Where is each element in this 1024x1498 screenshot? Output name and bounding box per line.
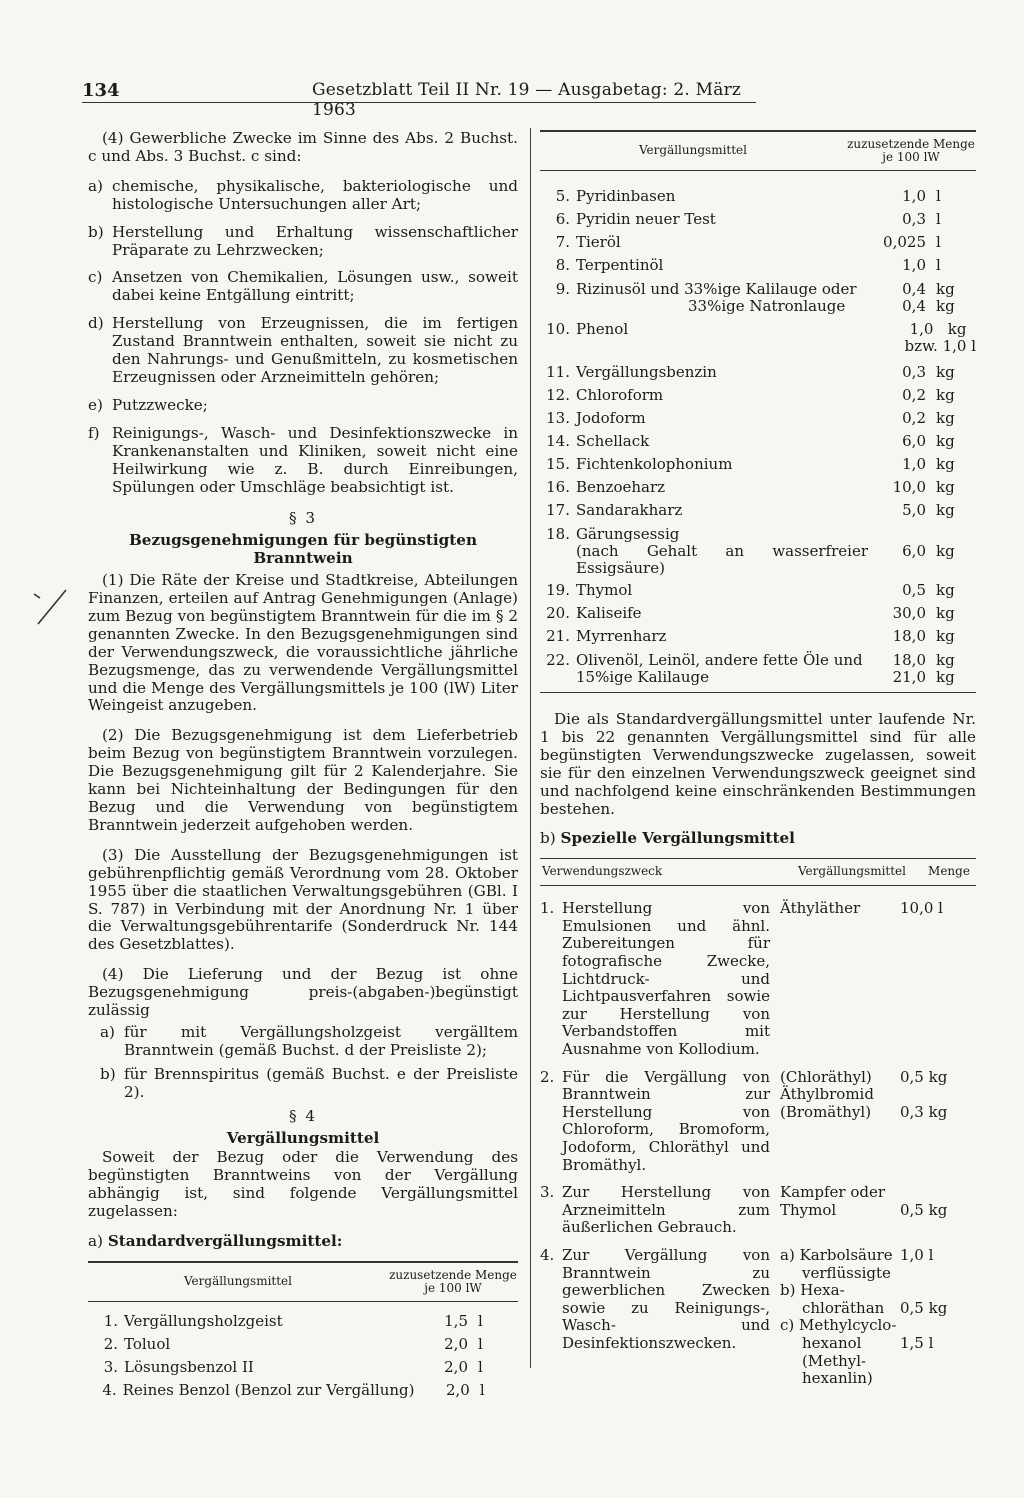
table-header-amount-line1: zuzusetzende Menge [389, 1267, 517, 1282]
row-unit: kg [936, 581, 955, 600]
agent-c-line2: hexanol [802, 1333, 862, 1352]
row-value: 0,2 [902, 409, 926, 428]
row-unit-1: kg [947, 320, 967, 338]
row-purpose [540, 900, 780, 1058]
section-3-title: Bezugsgenehmigungen für begünstigten Branntwein [128, 531, 478, 568]
row-value [868, 652, 926, 686]
row-value: 0,5 [902, 581, 926, 600]
row-number: 2. [103, 1335, 118, 1354]
row-unit [926, 652, 976, 686]
list-text: für Brennspiritus (gemäß Buchst. e der Preisliste 2). [124, 1064, 518, 1101]
after-table-paragraph: Die als Standardvergällungsmittel unter laufende Nr. 1 bis 22 genannten Vergällungsmittel sind für alle begünstigten Verwendungszwecke zugelassen, soweit sie für den einzelnen Verwendungszweck geeignet sind und nachfolgend keine einschränkenden Bestimmungen bestehen. [540, 710, 976, 818]
agent-line1: Kampfer oder [780, 1183, 886, 1202]
table-row [540, 229, 976, 252]
row-value: 2,0 [445, 1381, 470, 1400]
row-unit-2: kg [936, 668, 955, 686]
table-header [540, 130, 976, 171]
row-number: 3. [103, 1358, 118, 1377]
list-marker: c) [88, 268, 103, 287]
row-value: 2,0 [444, 1358, 468, 1377]
row-value: 30,0 [892, 604, 926, 623]
agent-c-line3: (Methyl- [802, 1351, 867, 1370]
margin-pen-mark [32, 588, 72, 628]
row-value-2: 0,4 [902, 297, 926, 315]
row-value [878, 321, 976, 355]
header-rule [82, 102, 756, 103]
table-header-amount [846, 138, 976, 164]
table-row [540, 623, 976, 646]
row-unit: l [936, 256, 941, 275]
list-marker: a) [100, 1022, 115, 1041]
row-amount [900, 1184, 976, 1237]
list-marker: d) [88, 314, 104, 333]
row-unit [926, 281, 976, 315]
header-purpose: Verwendungszweck [542, 864, 663, 879]
table-row [540, 652, 976, 693]
row-unit: l [478, 1358, 483, 1377]
running-header [82, 80, 756, 120]
row-name [576, 281, 868, 315]
list-marker: b) [88, 222, 104, 241]
row-unit: kg [936, 478, 955, 497]
row-unit: l [478, 1335, 483, 1354]
amount-c: 1,5 l [900, 1333, 934, 1352]
table-row [540, 359, 976, 382]
row-name: Tieröl [576, 233, 621, 252]
row-number: 22. [546, 651, 570, 669]
row-name: Benzoeharz [576, 478, 666, 497]
row-name: Vergällungsholzgeist [124, 1312, 283, 1331]
row-value: 1,5 [444, 1312, 468, 1331]
row-number: 10. [546, 320, 570, 338]
table-row [540, 281, 976, 315]
row-value-1: 18,0 [892, 651, 926, 669]
amount-1: 0,5 kg [900, 1200, 948, 1219]
table-header-amount-line2: je 100 lW [882, 150, 940, 164]
row-amount [900, 1247, 976, 1388]
row-name: Schellack [576, 432, 650, 451]
table-header-amount-line2: je 100 lW [424, 1280, 482, 1295]
row-number: 1. [540, 899, 555, 918]
row-unit: kg [936, 455, 955, 474]
list-text: Herstellung und Erhaltung wissenschaftlicher Präparate zu Lehrzwecken; [112, 222, 518, 259]
row-name-line2: 33%ige Natronlauge [688, 297, 846, 315]
agent-a: a) Karbolsäure [780, 1245, 893, 1264]
standard-heading-text: Standardvergällungsmittel: [107, 1232, 343, 1251]
table-header [88, 1261, 518, 1302]
row-name: Vergällungsbenzin [576, 363, 717, 382]
agent-b: b) Hexa- [780, 1281, 845, 1300]
agent-line2: Äthylbromid [780, 1085, 874, 1104]
table-row [88, 1331, 518, 1354]
row-name: Pyridin neuer Test [576, 210, 716, 229]
row-value-1: 6,0 [902, 542, 926, 560]
agent-a-line2: verflüssigte [802, 1263, 891, 1282]
special-table-header [540, 858, 976, 886]
table-row [88, 1354, 518, 1377]
amount-1: 0,5 kg [900, 1067, 948, 1086]
table-row [540, 900, 976, 1058]
table-row [540, 526, 976, 577]
row-purpose [540, 1069, 780, 1175]
row-name: Terpentinöl [576, 256, 664, 275]
table-row [540, 577, 976, 600]
row-value: 10,0 [892, 478, 926, 497]
list-item [88, 224, 518, 260]
row-purpose-text: Zur Vergällung von Branntwein zu gewerblichen Zwecken sowie zu Reinigungs-, Wasch- und Desinfektionszwecken. [562, 1245, 770, 1352]
row-unit: kg [936, 627, 955, 646]
table-row [540, 1184, 976, 1237]
row-value: 0,3 [902, 363, 926, 382]
special-table [540, 858, 976, 1387]
row-name-line2: (nach Gehalt an wasserfreier Essigsäure) [576, 542, 868, 577]
row-name-line1: Gärungsessig [576, 525, 680, 543]
section-4-number: § 4 [288, 1106, 318, 1125]
row-unit-1: kg [936, 542, 955, 560]
row-number: 5. [555, 187, 570, 206]
left-column [88, 130, 518, 1400]
table-header-amount-line1: zuzusetzende Menge [847, 137, 975, 151]
row-value: 0,3 [902, 210, 926, 229]
row-unit-1: kg [936, 280, 955, 298]
page-number: 134 [82, 80, 120, 101]
standard-table-left [88, 1261, 518, 1400]
list-marker: a) [88, 176, 103, 195]
list-item [88, 425, 518, 497]
header-amount: Menge [928, 864, 970, 879]
special-heading [540, 830, 976, 848]
row-amount [900, 1069, 976, 1175]
row-value: 2,0 [444, 1335, 468, 1354]
row-number: 20. [546, 604, 570, 623]
row-purpose [540, 1184, 780, 1237]
row-unit: kg [936, 409, 955, 428]
purpose-list [88, 178, 518, 497]
row-name [576, 652, 868, 686]
header-title: Gesetzblatt Teil II Nr. 19 — Ausgabetag: 2. März 1963 [312, 80, 742, 120]
agent-line1: (Chloräthyl) [780, 1067, 872, 1086]
row-number: 8. [555, 256, 570, 275]
table-row [88, 1308, 518, 1331]
right-column [540, 130, 976, 1388]
list-item [88, 1024, 518, 1060]
row-unit-1: kg [936, 651, 955, 669]
row-value: 1,0 [902, 256, 926, 275]
agent-c: c) Methylcyclo- [780, 1316, 897, 1335]
special-heading-marker: b) [540, 829, 556, 848]
amount-b: 0,5 kg [900, 1298, 948, 1317]
paragraph-4-intro: (4) Gewerbliche Zwecke im Sinne des Abs. 2 Buchst. c und Abs. 3 Buchst. c sind: [88, 129, 518, 165]
row-value-1: 1,0 [909, 320, 934, 338]
row-amount: 10,0 l [900, 899, 943, 918]
row-value-2: bzw. 1,0 l [904, 337, 976, 355]
row-unit-2: kg [936, 297, 955, 315]
row-name: Fichtenkolophonium [576, 455, 733, 474]
list-text: chemische, physikalische, bakteriologische und histologische Untersuchungen aller Art; [112, 176, 518, 213]
row-number: 21. [546, 627, 570, 646]
row-unit: kg [936, 501, 955, 520]
row-name [576, 526, 868, 577]
row-name: Toluol [124, 1335, 171, 1354]
list-item [88, 315, 518, 387]
table-row [540, 206, 976, 229]
row-name-line2: 15%ige Kalilauge [576, 668, 710, 686]
column-divider [530, 128, 531, 1368]
row-unit: kg [936, 604, 955, 623]
list-marker: b) [100, 1064, 116, 1083]
row-value: 0,2 [902, 386, 926, 405]
row-number: 16. [546, 478, 570, 497]
section-3-paragraph-2: (2) Die Bezugsgenehmigung ist dem Lieferbetrieb beim Bezug von begünstigtem Branntwein vorzulegen. Die Bezugsgenehmigung gilt für 2 Kalenderjahre. Sie kann bei Nichteinhaltung der Bedingungen für den Bezug und die Verwendung von begünstigtem Branntwein jederzeit aufgehoben werden. [88, 726, 518, 834]
table-row [540, 600, 976, 623]
table-header-agent: Vergällungsmittel [638, 143, 747, 157]
list-item [88, 1066, 518, 1102]
row-name: Phenol [576, 320, 629, 338]
row-name-line1: Olivenöl, Leinöl, andere fette Öle und [576, 651, 863, 669]
row-name: Thymol [576, 581, 633, 600]
table-row [540, 252, 976, 275]
row-unit: l [936, 210, 941, 229]
table-row [540, 474, 976, 497]
row-value-2: 21,0 [892, 668, 926, 686]
row-number: 19. [546, 581, 570, 600]
header-agent: Vergällungsmittel [797, 864, 906, 879]
agent-line2: Thymol [780, 1200, 837, 1219]
row-number: 15. [546, 455, 570, 474]
table-row [540, 1247, 976, 1388]
row-purpose-text: Für die Vergällung von Branntwein zur Herstellung von Chloroform, Bromoform, Jodoform, Chloräthyl und Bromäthyl. [562, 1067, 770, 1174]
row-name: Kaliseife [576, 604, 642, 623]
section-3-paragraph-1: (1) Die Räte der Kreise und Stadtkreise, Abteilungen Finanzen, erteilen auf Antrag Genehmigungen (Anlage) zum Bezug von begünstigtem Branntwein für die im § 2 genannten Zwecke. In den Bezugsgenehmigungen sind der Verwendungszweck, die voraussichtliche jährliche Bezugsmenge, das zu verwendende Vergällungsmittel und die Menge des Vergällungsmittels je 100 (lW) Liter Weingeist anzugeben. [88, 571, 518, 715]
row-agent [780, 1069, 900, 1175]
section-4-title: Vergällungsmittel [226, 1128, 380, 1147]
table-row [88, 1377, 518, 1400]
list-text: für mit Vergällungsholzgeist vergälltem Branntwein (gemäß Buchst. d der Preisliste 2); [124, 1022, 518, 1059]
table-row [540, 497, 976, 520]
row-unit: l [936, 187, 941, 206]
row-number: 17. [546, 501, 570, 520]
row-purpose-text: Herstellung von Emulsionen und ähnl. Zubereitungen für fotografische Zwecke, Lichtdruck- und Lichtpausverfahren sowie zur Herstellung von Verbandstoffen mit Ausnahme von Kollodium. [562, 899, 770, 1058]
section-3-number: § 3 [288, 509, 318, 528]
table-row [540, 1069, 976, 1175]
row-unit: l [936, 233, 941, 252]
list-text: Putzzwecke; [112, 395, 208, 414]
row-number: 11. [546, 363, 570, 382]
row-number: 18. [546, 525, 570, 543]
list-marker: f) [88, 423, 100, 442]
list-item [88, 397, 518, 415]
row-name: Pyridinbasen [576, 187, 676, 206]
row-number: 7. [555, 233, 570, 252]
row-unit: kg [936, 432, 955, 451]
standard-heading-marker: a) [88, 1232, 103, 1251]
table-row [540, 382, 976, 405]
row-number: 4. [102, 1381, 117, 1400]
row-number: 2. [540, 1067, 555, 1086]
row-number: 4. [540, 1245, 555, 1264]
row-unit: l [479, 1381, 485, 1400]
standard-heading [88, 1233, 518, 1251]
row-name: Chloroform [576, 386, 664, 405]
section-3-paragraph-4: (4) Die Lieferung und der Bezug ist ohne Bezugsgenehmigung preis-(abgaben-)begünstigt zulässig [88, 965, 518, 1020]
row-unit: kg [936, 363, 955, 382]
row-name: Jodoform [576, 409, 646, 428]
row-name: Sandarakharz [576, 501, 683, 520]
row-number: 6. [555, 210, 570, 229]
row-number: 14. [546, 432, 570, 451]
row-unit: l [478, 1312, 483, 1331]
row-name-line1: Rizinusöl und 33%ige Kalilauge oder [576, 280, 857, 298]
table-row [540, 183, 976, 206]
row-value: 0,025 [883, 233, 926, 252]
list-marker: e) [88, 395, 103, 414]
row-value: 6,0 [902, 432, 926, 451]
table-row [540, 405, 976, 428]
row-unit [926, 526, 976, 577]
row-value: 1,0 [902, 455, 926, 474]
list-text: Reinigungs-, Wasch- und Desinfektionszwecke in Krankenanstalten und Kliniken, soweit nicht eine Heilwirkung wie z. B. durch Einreibungen, Spülungen oder Umschläge beabsichtigt ist. [112, 423, 518, 496]
row-value: 18,0 [892, 627, 926, 646]
section-4-paragraph: Soweit der Bezug oder die Verwendung des begünstigten Branntweins von der Vergällung abhängig ist, sind folgende Vergällungsmittel zugelassen: [88, 1148, 518, 1221]
table-row [540, 428, 976, 451]
table-header-amount [388, 1269, 518, 1295]
section-3-paragraph-3: (3) Die Ausstellung der Bezugsgenehmigungen ist gebührenpflichtig gemäß Verordnung vom 28. Oktober 1955 über die staatlichen Verwaltungsgebühren (GBl. I S. 787) in Verbindung mit der Anordnung Nr. 1 über die Verwaltungsgebührentarife (Sonderdruck Nr. 144 des Gesetzblattes). [88, 845, 518, 954]
row-name: Reines Benzol (Benzol zur Vergällung) [122, 1381, 415, 1400]
row-agent [780, 1247, 900, 1388]
amount-a: 1,0 l [900, 1245, 934, 1264]
table-row [540, 321, 976, 355]
list-item [88, 178, 518, 214]
row-name: Lösungsbenzol II [124, 1358, 254, 1377]
row-value-1: 0,4 [902, 280, 926, 298]
row-number: 9. [555, 280, 570, 298]
row-number: 1. [103, 1312, 118, 1331]
table-row [540, 451, 976, 474]
special-heading-text: Spezielle Vergällungsmittel [560, 829, 795, 848]
row-purpose-text: Zur Herstellung von Arzneimitteln zum äußerlichen Gebrauch. [562, 1183, 770, 1237]
amount-2: 0,3 kg [900, 1102, 948, 1121]
agent-b-line2: chloräthan [802, 1298, 885, 1317]
row-number: 13. [546, 409, 570, 428]
row-purpose [540, 1247, 780, 1388]
row-unit: kg [936, 386, 955, 405]
row-value [868, 281, 926, 315]
standard-table-right [540, 130, 976, 693]
row-number: 3. [540, 1183, 555, 1202]
agent-line3: (Bromäthyl) [780, 1102, 872, 1121]
row-value: 5,0 [902, 501, 926, 520]
row-value [868, 526, 926, 577]
list-text: Ansetzen von Chemikalien, Lösungen usw., soweit dabei keine Entgällung eintritt; [112, 268, 518, 305]
table-header-agent: Vergällungsmittel [183, 1273, 292, 1288]
agent-c-line4: hexanlin) [802, 1369, 873, 1388]
row-value: 1,0 [902, 187, 926, 206]
list-item [88, 269, 518, 305]
row-agent: Äthyläther [780, 899, 861, 918]
row-number: 12. [546, 386, 570, 405]
list-text: Herstellung von Erzeugnissen, die im fertigen Zustand Branntwein enthalten, soweit sie nicht zu den Nahrungs- und Genußmitteln, zu kosmetischen Erzeugnissen oder Arzneimitteln gehören; [112, 314, 518, 386]
row-agent [780, 1184, 900, 1237]
row-name: Myrrenharz [576, 627, 667, 646]
